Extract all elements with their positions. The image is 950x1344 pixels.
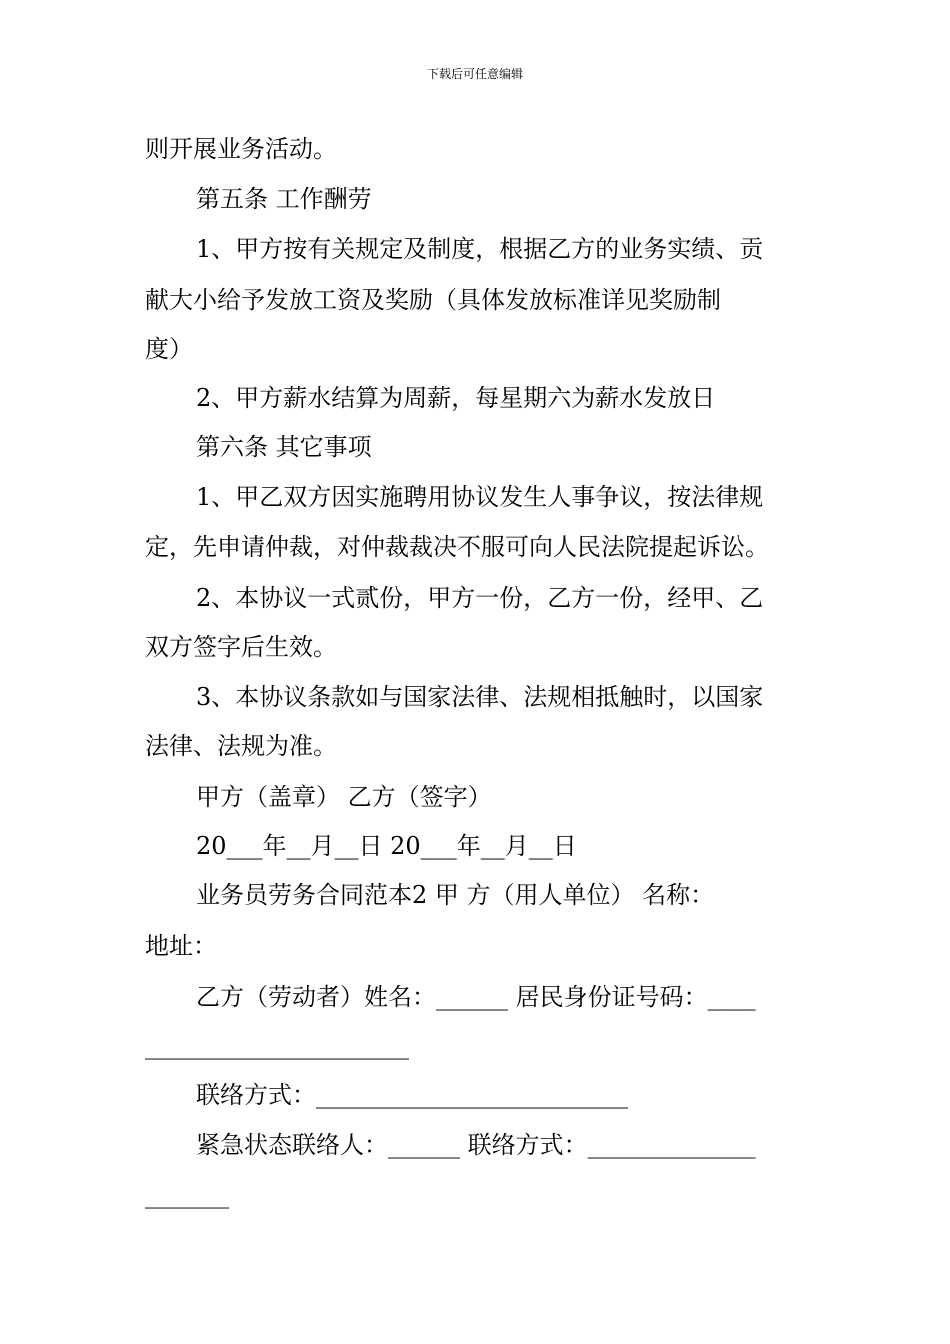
section-heading: 第六条 其它事项	[196, 433, 372, 461]
text-line: 度）	[145, 335, 193, 363]
text-line: 3、本协议条款如与国家法律、法规相抵触时，以国家	[196, 683, 764, 711]
form-line: 乙方（劳动者）姓名：______ 居民身份证号码：____	[196, 983, 756, 1011]
text-line: 2、本协议一式贰份，甲方一份，乙方一份，经甲、乙	[196, 584, 764, 612]
section-heading: 第五条 工作酬劳	[196, 185, 372, 213]
text-line: 定，先申请仲裁，对仲裁裁决不服可向人民法院提起诉讼。	[145, 533, 769, 561]
form-line: _______	[145, 1181, 229, 1209]
text-line: 献大小给予发放工资及奖励（具体发放标准详见奖励制	[145, 286, 721, 314]
text-line: 地址：	[145, 932, 217, 960]
form-line: 联络方式：__________________________	[196, 1081, 628, 1109]
text-line: 1、甲方按有关规定及制度，根据乙方的业务实绩、贡	[196, 235, 764, 263]
date-line: 20___年__月__日 20___年__月__日	[196, 832, 577, 860]
text-line: 则开展业务活动。	[145, 135, 337, 163]
text-line: 1、甲乙双方因实施聘用协议发生人事争议，按法律规	[196, 483, 764, 511]
page-header: 下载后可任意编辑	[426, 67, 523, 81]
signature-line: 甲方（盖章） 乙方（签字）	[196, 783, 492, 811]
form-line: ______________________	[145, 1032, 409, 1060]
text-line: 2、甲方薪水结算为周薪，每星期六为薪水发放日	[196, 384, 716, 412]
form-line: 紧急状态联络人：______ 联络方式：______________	[196, 1131, 756, 1159]
text-line: 法律、法规为准。	[145, 732, 337, 760]
contract-title-line: 业务员劳务合同范本2 甲 方（用人单位） 名称：	[196, 881, 715, 909]
text-line: 双方签字后生效。	[145, 633, 337, 661]
